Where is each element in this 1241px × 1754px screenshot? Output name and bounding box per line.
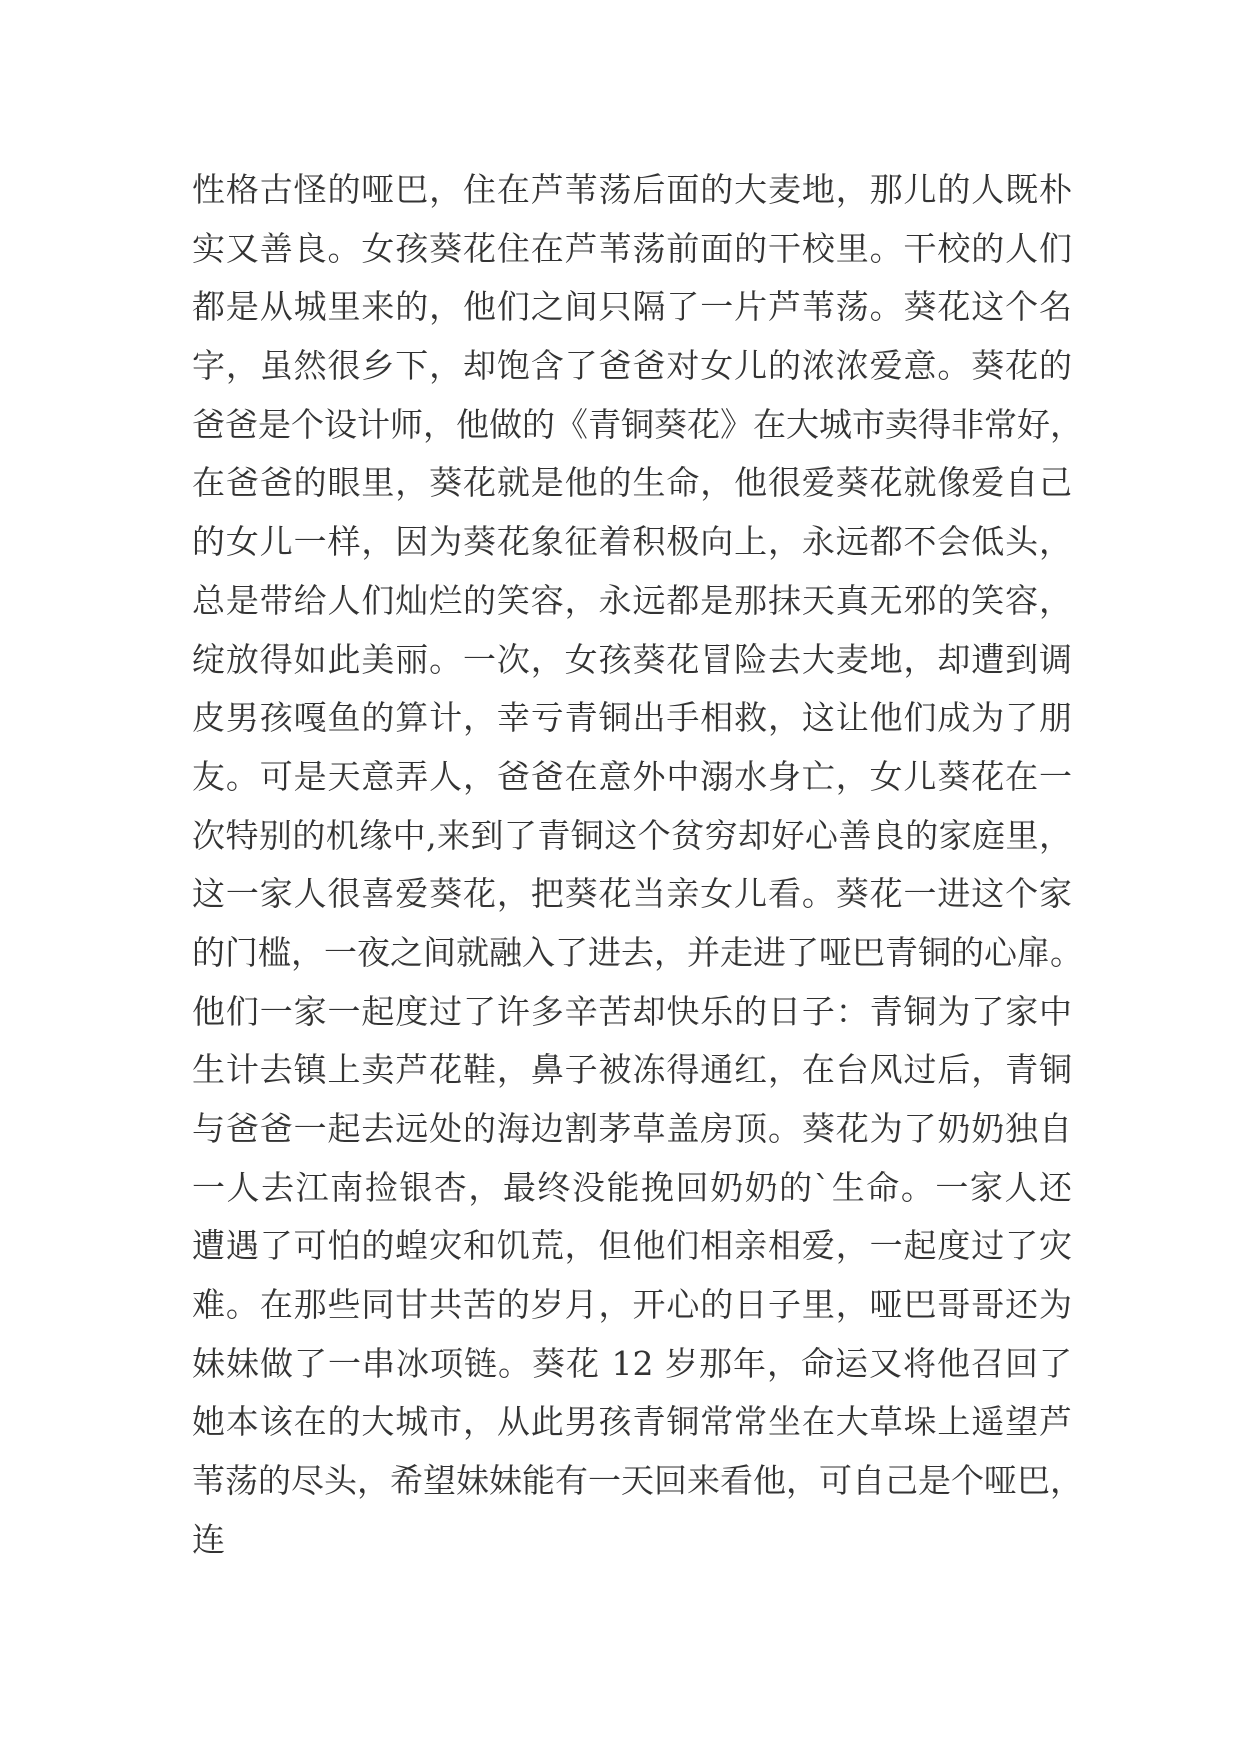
text-line: 他们一家一起度过了许多辛苦却快乐的日子：青铜为了家中: [192, 991, 1072, 1031]
text-line: 爸爸是个设计师，他做的《青铜葵花》在大城市卖得非常好，: [192, 404, 1083, 444]
text-line: 总是带给人们灿烂的笑容，永远都是那抹天真无邪的笑容，: [192, 580, 1072, 620]
text-line: 绽放得如此美丽。一次，女孩葵花冒险去大麦地，却遭到调: [192, 639, 1072, 679]
text-line: 性格古怪的哑巴，住在芦苇荡后面的大麦地，那儿的人既朴: [192, 170, 1072, 209]
text-line: 苇荡的尽头，希望妹妹能有一天回来看他，可自己是个哑巴，: [192, 1461, 1083, 1501]
text-line: 次特别的机缘中,来到了青铜这个贫穷却好心善良的家庭里，: [192, 815, 1072, 855]
text-line: 一人去江南捡银杏，最终没能挽回奶奶的`生命。一家人还: [192, 1167, 1072, 1207]
text-line: 字，虽然很乡下，却饱含了爸爸对女儿的浓浓爱意。葵花的: [192, 346, 1072, 386]
text-line: 在爸爸的眼里，葵花就是他的生命，他很爱葵花就像爱自己: [192, 463, 1072, 503]
text-line: 遭遇了可怕的蝗灾和饥荒，但他们相亲相爱，一起度过了灾: [192, 1226, 1072, 1266]
text-line: 的门槛，一夜之间就融入了进去，并走进了哑巴青铜的心扉。: [192, 932, 1083, 972]
text-line: 她本该在的大城市，从此男孩青铜常常坐在大草垛上遥望芦: [192, 1402, 1072, 1442]
text-line: 皮男孩嘎鱼的算计，幸亏青铜出手相救，这让他们成为了朋: [192, 698, 1072, 738]
text-line: 友。可是天意弄人，爸爸在意外中溺水身亡，女儿葵花在一: [192, 756, 1072, 796]
text-line: 都是从城里来的，他们之间只隔了一片芦苇荡。葵花这个名: [192, 287, 1072, 327]
text-line: 这一家人很喜爱葵花，把葵花当亲女儿看。葵花一进这个家: [192, 874, 1072, 914]
text-line: 实又善良。女孩葵花住在芦苇荡前面的干校里。干校的人们: [192, 228, 1072, 268]
text-line: 妹妹做了一串冰项链。葵花 12 岁那年，命运又将他召回了: [192, 1343, 1072, 1383]
body-text: [192, 161, 1083, 1570]
text-line: 连: [192, 1519, 225, 1559]
text-line: 的女儿一样，因为葵花象征着积极向上，永远都不会低头，: [192, 522, 1072, 562]
text-line: 难。在那些同甘共苦的岁月，开心的日子里，哑巴哥哥还为: [192, 1285, 1072, 1325]
text-line: 生计去镇上卖芦花鞋，鼻子被冻得通红，在台风过后，青铜: [192, 1050, 1072, 1090]
text-line: 与爸爸一起去远处的海边割茅草盖房顶。葵花为了奶奶独自: [192, 1109, 1072, 1148]
